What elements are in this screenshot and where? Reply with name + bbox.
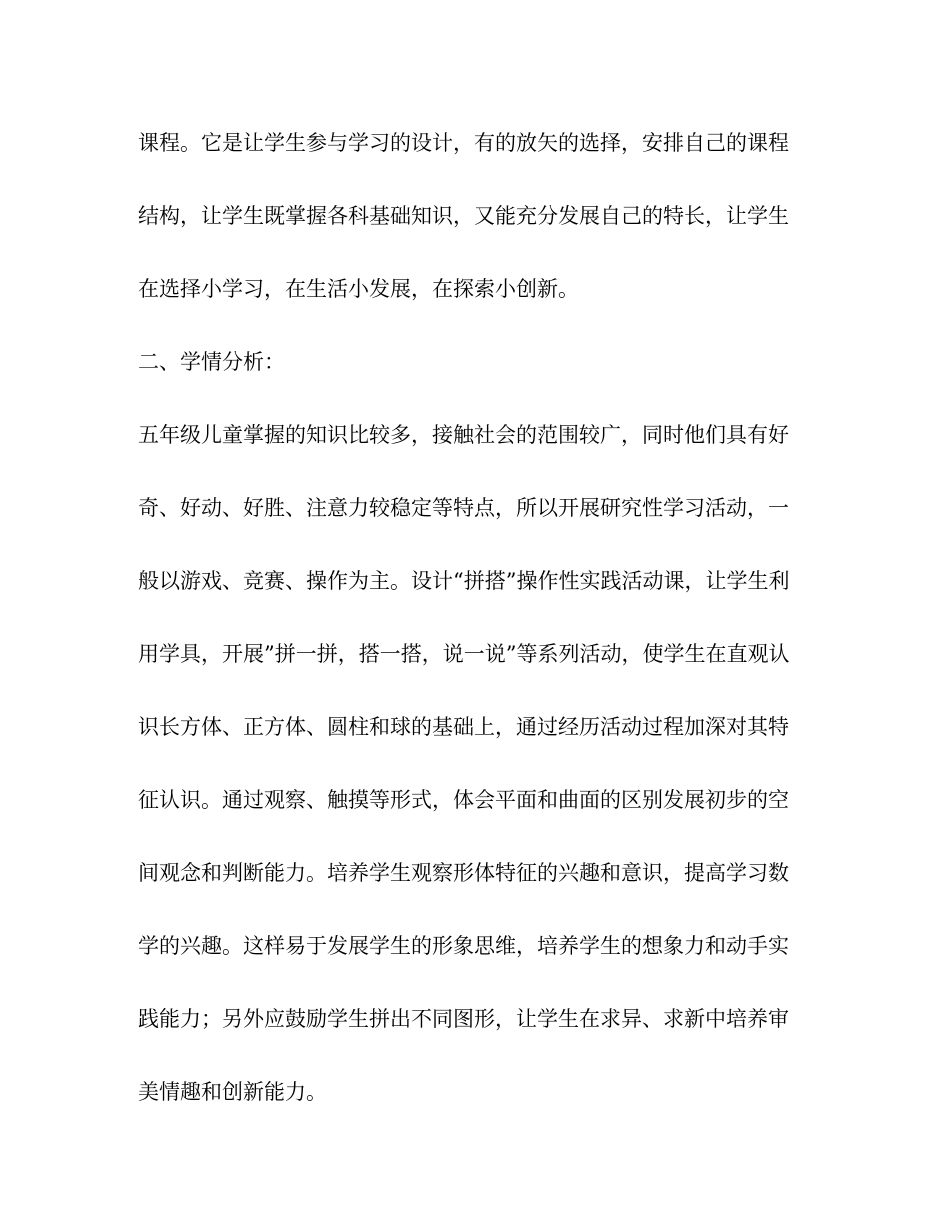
- text-line: 美情趣和创新能力。: [138, 1080, 327, 1104]
- text-line: 学的兴趣。这样易于发展学生的形象思维，培养学生的想象力和动手实: [138, 934, 789, 958]
- text-line: 用学具，开展”拼一拼，搭一搭，说一说”等系列活动，使学生在直观认: [138, 642, 790, 666]
- body-text: [138, 120, 818, 1142]
- text-line: 在选择小学习，在生活小发展，在探索小创新。: [138, 277, 579, 301]
- section-heading: 二、学情分析：: [138, 350, 285, 374]
- text-line: 课程。它是让学生参与学习的设计，有的放矢的选择，安排自己的课程: [138, 131, 789, 155]
- text-line: 结构，让学生既掌握各科基础知识，又能充分发展自己的特长，让学生: [138, 204, 789, 228]
- text-line: 奇、好动、好胜、注意力较稳定等特点，所以开展研究性学习活动，一: [138, 496, 789, 520]
- text-line: 般以游戏、竞赛、操作为主。设计“拼搭”操作性实践活动课，让学生利: [138, 569, 790, 593]
- text-line: 五年级儿童掌握的知识比较多，接触社会的范围较广，同时他们具有好: [138, 423, 789, 447]
- text-line: 征认识。通过观察、触摸等形式，体会平面和曲面的区别发展初步的空: [138, 788, 789, 812]
- text-line: 识长方体、正方体、圆柱和球的基础上，通过经历活动过程加深对其特: [138, 715, 789, 739]
- text-line: 践能力；另外应鼓励学生拼出不同图形，让学生在求异、求新中培养审: [138, 1007, 789, 1031]
- text-line: 间观念和判断能力。培养学生观察形体特征的兴趣和意识，提高学习数: [138, 861, 789, 885]
